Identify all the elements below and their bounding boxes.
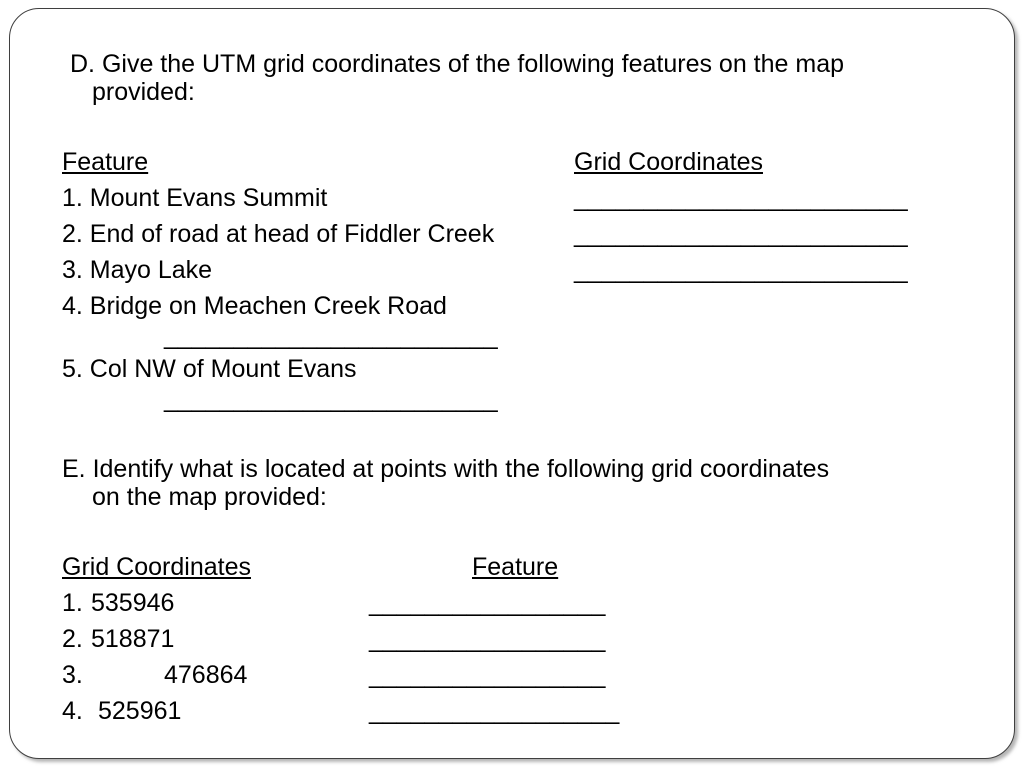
section-d-item-2-blank[interactable]: ________________________ [574, 220, 908, 248]
section-d-item-4-blank[interactable]: ________________________ [164, 322, 498, 350]
section-d-item-1-label: 1. Mount Evans Summit [62, 184, 328, 212]
section-d-header-coords: Grid Coordinates [574, 148, 763, 176]
section-d-item-5-label: 5. Col NW of Mount Evans [62, 355, 357, 383]
section-d-item-1-blank[interactable]: ________________________ [574, 184, 908, 212]
section-e-item-4-coord: 525961 [98, 697, 182, 725]
section-d-item-2-label: 2. End of road at head of Fiddler Creek [62, 220, 495, 248]
section-e-item-2-coord: 518871 [91, 625, 175, 653]
section-d-intro-line2: provided: [92, 78, 195, 106]
section-d-item-3-label: 3. Mayo Lake [62, 256, 213, 284]
section-d-header-feature: Feature [62, 148, 149, 176]
section-e-item-1-num: 1. [62, 589, 83, 617]
section-e-intro-line1: E. Identify what is located at points with the following grid coordinates [62, 455, 830, 483]
section-d-item-4-label: 4. Bridge on Meachen Creek Road [62, 292, 447, 320]
section-e-item-3-coord: 476864 [164, 661, 248, 689]
section-d-intro-line1: D. Give the UTM grid coordinates of the following features on the map [70, 50, 844, 78]
section-e-intro-line2: on the map provided: [92, 483, 327, 511]
section-d-item-5-blank[interactable]: ________________________ [164, 385, 498, 413]
section-e-item-3-num: 3. [62, 661, 83, 689]
section-e-item-4-num: 4. [62, 697, 83, 725]
section-d-item-3-blank[interactable]: ________________________ [574, 256, 908, 284]
section-e-item-1-blank[interactable]: _________________ [369, 589, 606, 617]
section-e-item-4-blank[interactable]: __________________ [369, 697, 620, 725]
section-e-header-coords: Grid Coordinates [62, 553, 251, 581]
section-e-item-2-blank[interactable]: _________________ [369, 625, 606, 653]
section-e-header-feature: Feature [472, 553, 559, 581]
section-e-item-3-blank[interactable]: _________________ [369, 661, 606, 689]
section-e-item-1-coord: 535946 [91, 589, 175, 617]
section-e-item-2-num: 2. [62, 625, 83, 653]
